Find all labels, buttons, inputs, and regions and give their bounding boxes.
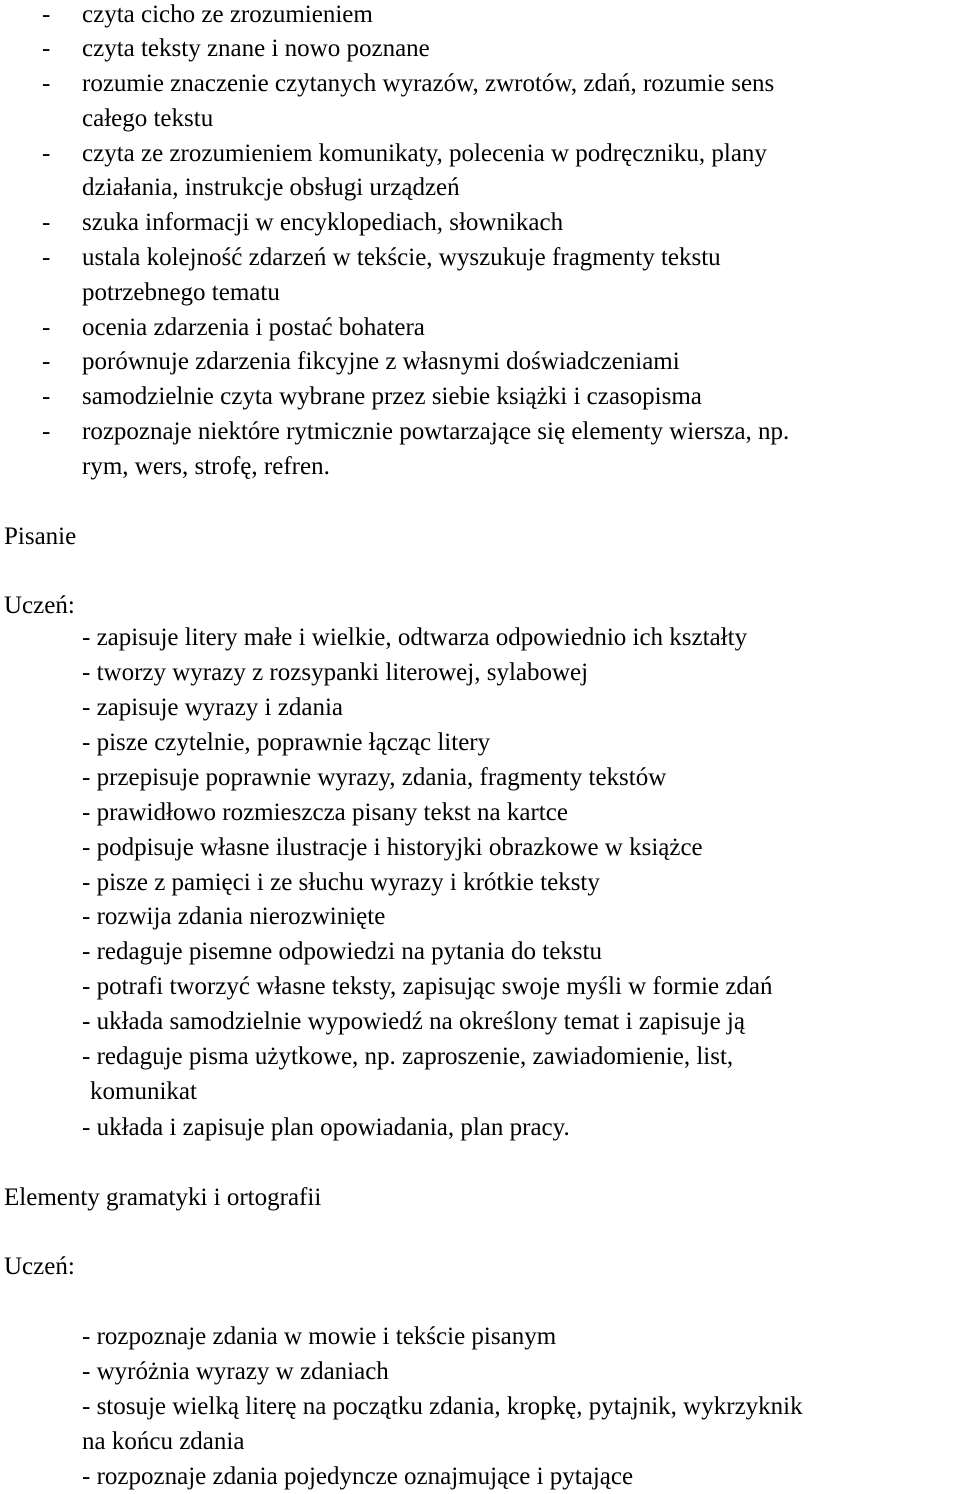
list-item-continuation: potrzebnego tematu: [82, 279, 280, 306]
list-item: - układa samodzielnie wypowiedź na określony temat i zapisuje ją: [82, 1008, 745, 1035]
list-item: - rozwija zdania nierozwinięte: [82, 903, 386, 930]
list-item: - zapisuje wyrazy i zdania: [82, 694, 343, 721]
list-item-continuation: całego tekstu: [82, 105, 214, 132]
list-item: czyta cicho ze zrozumieniem: [82, 1, 373, 28]
list-item: rozumie znaczenie czytanych wyrazów, zwrotów, zdań, rozumie sens: [82, 70, 775, 97]
section-heading-grammar: Elementy gramatyki i ortografii: [4, 1184, 322, 1211]
list-bullet: -: [42, 314, 51, 341]
list-bullet: -: [42, 1, 51, 28]
list-item: ustala kolejność zdarzeń w tekście, wyszukuje fragmenty tekstu: [82, 244, 721, 271]
list-item: porównuje zdarzenia fikcyjne z własnymi doświadczeniami: [82, 348, 680, 375]
list-item: - pisze z pamięci i ze słuchu wyrazy i krótkie teksty: [82, 869, 600, 896]
list-item: - potrafi tworzyć własne teksty, zapisując swoje myśli w formie zdań: [82, 973, 773, 1000]
list-item: - pisze czytelnie, poprawnie łącząc litery: [82, 729, 491, 756]
list-item: - rozpoznaje zdania pojedyncze oznajmujące i pytające: [82, 1463, 634, 1490]
list-item: - redaguje pisma użytkowe, np. zaproszenie, zawiadomienie, list,: [82, 1043, 734, 1070]
section-heading-writing: Pisanie: [4, 523, 77, 550]
list-item: - prawidłowo rozmieszcza pisany tekst na kartce: [82, 799, 568, 826]
list-item-continuation: komunikat: [90, 1078, 197, 1105]
list-bullet: -: [42, 244, 51, 271]
list-item: - stosuje wielką literę na początku zdania, kropkę, pytajnik, wykrzyknik: [82, 1393, 803, 1420]
list-item: - układa i zapisuje plan opowiadania, plan pracy.: [82, 1114, 570, 1141]
list-bullet: -: [42, 140, 51, 167]
list-item: - przepisuje poprawnie wyrazy, zdania, fragmenty tekstów: [82, 764, 667, 791]
list-item: rozpoznaje niektóre rytmicznie powtarzające się elementy wiersza, np.: [82, 418, 790, 445]
list-item: szuka informacji w encyklopediach, słownikach: [82, 209, 564, 236]
list-bullet: -: [42, 348, 51, 375]
list-item: czyta ze zrozumieniem komunikaty, polecenia w podręczniku, plany: [82, 140, 767, 167]
student-label: Uczeń:: [4, 1253, 75, 1280]
list-item: ocenia zdarzenia i postać bohatera: [82, 314, 425, 341]
list-item-continuation: na końcu zdania: [82, 1428, 245, 1455]
list-item: - podpisuje własne ilustracje i historyjki obrazkowe w książce: [82, 834, 703, 861]
list-item-continuation: rym, wers, strofę, refren.: [82, 453, 330, 480]
list-bullet: -: [42, 70, 51, 97]
list-item: samodzielnie czyta wybrane przez siebie książki i czasopisma: [82, 383, 702, 410]
student-label: Uczeń:: [4, 592, 75, 619]
list-item: - zapisuje litery małe i wielkie, odtwarza odpowiednio ich kształty: [82, 624, 748, 651]
list-item: - wyróżnia wyrazy w zdaniach: [82, 1358, 389, 1385]
list-bullet: -: [42, 418, 51, 445]
list-item: - rozpoznaje zdania w mowie i tekście pisanym: [82, 1323, 557, 1350]
list-item-continuation: działania, instrukcje obsługi urządzeń: [82, 174, 460, 201]
list-item: - tworzy wyrazy z rozsypanki literowej, sylabowej: [82, 659, 589, 686]
list-bullet: -: [42, 35, 51, 62]
list-bullet: -: [42, 209, 51, 236]
list-bullet: -: [42, 383, 51, 410]
list-item: - redaguje pisemne odpowiedzi na pytania do tekstu: [82, 938, 602, 965]
list-item: czyta teksty znane i nowo poznane: [82, 35, 430, 62]
